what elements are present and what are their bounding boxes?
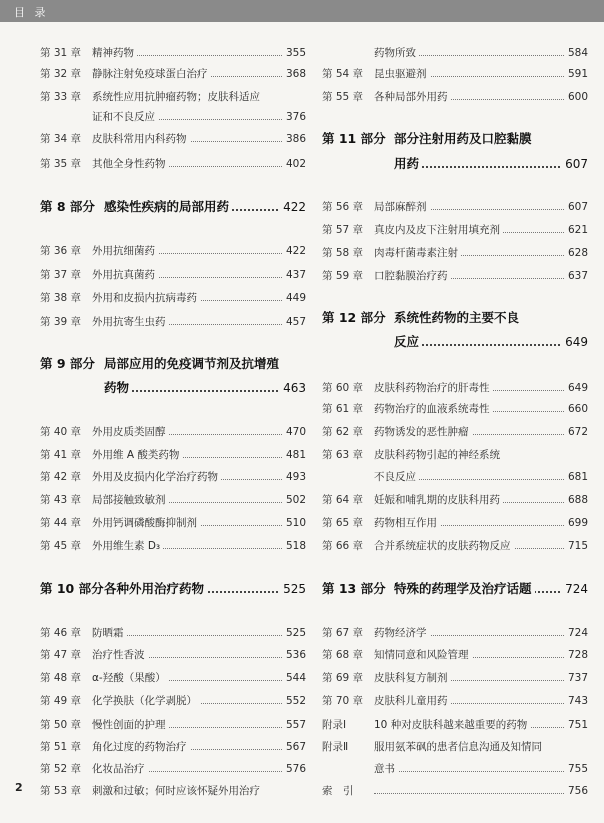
chapter-title: 皮肤科药物治疗的肝毒性 [374, 379, 493, 397]
chapter-title: 药物诱发的恶性肿瘤 [374, 423, 472, 441]
toc-entry[interactable] [40, 491, 306, 509]
chapter-page-number: 518 [283, 537, 306, 555]
toc-entry[interactable] [40, 242, 306, 260]
part-title: 用药 [394, 153, 422, 175]
part-heading[interactable] [322, 307, 588, 329]
chapter-page-number: 502 [283, 491, 306, 509]
chapter-title: 化妆品治疗 [92, 760, 148, 778]
chapter-number: 第 57 章 [322, 224, 364, 236]
chapter-number: 第 35 章 [40, 158, 82, 170]
chapter-number: 第 54 章 [322, 68, 364, 80]
chapter-title: 妊娠和哺乳期的皮肤科用药 [374, 491, 503, 509]
toc-entry[interactable] [322, 88, 588, 106]
chapter-title: 外用维生素 D₃ [92, 537, 163, 555]
chapter-title: 昆虫驱避剂 [374, 65, 430, 83]
chapter-number: 第 66 章 [322, 540, 364, 552]
chapter-page-number: 576 [283, 760, 306, 778]
chapter-number: 第 46 章 [40, 627, 82, 639]
part-heading[interactable] [322, 128, 588, 150]
chapter-number: 第 70 章 [322, 695, 364, 707]
chapter-number: 第 41 章 [40, 449, 82, 461]
chapter-number: 第 59 章 [322, 270, 364, 282]
toc-entry[interactable] [40, 514, 306, 532]
chapter-page-number: 584 [565, 44, 588, 62]
leader-dots [374, 793, 588, 794]
chapter-title: 皮肤科复方制剂 [374, 669, 451, 687]
part-heading[interactable] [40, 578, 306, 600]
chapter-title: 系统性应用抗肿瘤药物；皮肤科适应 [92, 88, 263, 106]
chapter-number: 第 49 章 [40, 695, 82, 707]
chapter-page-number: 552 [283, 692, 306, 710]
toc-entry[interactable] [322, 244, 588, 262]
chapter-number: 第 63 章 [322, 449, 364, 461]
chapter-number: 索 引 [322, 785, 354, 797]
part-heading[interactable] [322, 153, 588, 175]
part-title: 部分注射用药及口腔黏膜 [394, 128, 535, 150]
chapter-title: 外用抗寄生虫药 [92, 313, 169, 331]
chapter-page-number: 493 [283, 468, 306, 486]
chapter-title: 皮肤科药物引起的神经系统 [374, 446, 503, 464]
chapter-title: 真皮内及皮下注射用填充剂 [374, 221, 503, 239]
chapter-title: 意书 [374, 760, 398, 778]
toc-entry[interactable] [40, 669, 306, 687]
toc-entry[interactable] [40, 782, 306, 800]
chapter-page-number: 649 [565, 379, 588, 397]
chapter-page-number: 544 [283, 669, 306, 687]
chapter-title: 外用抗细菌药 [92, 242, 158, 260]
part-heading[interactable] [322, 331, 588, 353]
toc-entry[interactable] [322, 716, 588, 734]
part-number: 第 12 部分 [322, 310, 386, 325]
part-title: 系统性药物的主要不良 [394, 307, 522, 329]
page-number: 2 [15, 781, 23, 794]
toc-entry[interactable] [40, 313, 306, 331]
chapter-title: 外用钙调磷酸酶抑制剂 [92, 514, 200, 532]
chapter-page-number: 437 [283, 266, 306, 284]
part-title: 特殊的药理学及治疗话题 [394, 578, 535, 600]
chapter-page-number: 470 [283, 423, 306, 441]
chapter-title: 药物所致 [374, 44, 419, 62]
toc-entry[interactable] [322, 491, 588, 509]
part-page-number: 724 [561, 578, 588, 600]
toc-entry[interactable] [40, 692, 306, 710]
chapter-title: 外用维 A 酸类药物 [92, 446, 182, 464]
chapter-page-number: 607 [565, 198, 588, 216]
toc-entry[interactable] [322, 379, 588, 397]
toc-entry[interactable] [322, 782, 588, 800]
part-page-number: 422 [279, 196, 306, 218]
chapter-page-number: 457 [283, 313, 306, 331]
chapter-number: 第 37 章 [40, 269, 82, 281]
toc-entry[interactable] [322, 198, 588, 216]
chapter-title: 局部接触致敏剂 [92, 491, 169, 509]
toc-entry[interactable] [322, 514, 588, 532]
chapter-title: 局部麻醉剂 [374, 198, 430, 216]
part-page-number: 463 [279, 377, 306, 399]
chapter-number: 第 55 章 [322, 91, 364, 103]
toc-entry[interactable] [322, 267, 588, 285]
chapter-number: 第 58 章 [322, 247, 364, 259]
chapter-page-number: 481 [283, 446, 306, 464]
toc-entry[interactable] [322, 669, 588, 687]
toc-entry[interactable] [40, 624, 306, 642]
chapter-page-number: 672 [565, 423, 588, 441]
toc-entry-continuation[interactable] [40, 108, 306, 126]
toc-entry[interactable] [322, 646, 588, 664]
chapter-page-number: 755 [565, 760, 588, 778]
toc-entry-continuation[interactable] [322, 760, 588, 778]
part-heading[interactable] [322, 578, 588, 600]
toc-entry[interactable] [322, 221, 588, 239]
chapter-number: 第 68 章 [322, 649, 364, 661]
chapter-page-number: 724 [565, 624, 588, 642]
chapter-number: 第 33 章 [40, 91, 82, 103]
toc-entry[interactable] [40, 646, 306, 664]
leader-dots [394, 344, 588, 346]
chapter-number: 第 44 章 [40, 517, 82, 529]
header-bar [0, 0, 604, 22]
chapter-title: 知情同意和风险管理 [374, 646, 472, 664]
chapter-number: 第 56 章 [322, 201, 364, 213]
toc-entry[interactable] [322, 692, 588, 710]
chapter-title: 合并系统症状的皮肤药物反应 [374, 537, 514, 555]
chapter-title: 药物经济学 [374, 624, 430, 642]
toc-entry[interactable] [40, 760, 306, 778]
toc-entry[interactable] [40, 88, 306, 106]
chapter-number: 第 38 章 [40, 292, 82, 304]
chapter-title: 皮肤科常用内科药物 [92, 130, 190, 148]
part-number: 第 8 部分 [40, 199, 95, 214]
chapter-title: 防晒霜 [92, 624, 127, 642]
chapter-title: 服用氨苯砜的患者信息沟通及知情同 [374, 738, 545, 756]
part-number: 第 13 部分 [322, 581, 386, 596]
part-title: 药物 [104, 377, 132, 399]
chapter-page-number: 591 [565, 65, 588, 83]
chapter-page-number: 681 [565, 468, 588, 486]
chapter-page-number: 751 [565, 716, 588, 734]
chapter-number: 第 36 章 [40, 245, 82, 257]
chapter-title: 刺激和过敏；何时应该怀疑外用治疗 [92, 782, 263, 800]
toc-entry-continuation[interactable] [322, 44, 588, 62]
chapter-page-number: 449 [283, 289, 306, 307]
toc-entry[interactable] [40, 716, 306, 734]
chapter-number: 第 47 章 [40, 649, 82, 661]
chapter-title: 口腔黏膜治疗药 [374, 267, 451, 285]
chapter-title: 不良反应 [374, 468, 419, 486]
chapter-number: 第 48 章 [40, 672, 82, 684]
part-number: 第 10 部分 [40, 581, 104, 596]
part-number: 第 9 部分 [40, 356, 95, 371]
chapter-title: 药物相互作用 [374, 514, 440, 532]
toc-entry-continuation[interactable] [322, 468, 588, 486]
chapter-page-number: 376 [283, 108, 306, 126]
chapter-title: 化学换肤（化学剥脱） [92, 692, 200, 710]
chapter-title: 慢性创面的护理 [92, 716, 169, 734]
toc-entry[interactable] [40, 289, 306, 307]
chapter-title: 肉毒杆菌毒素注射 [374, 244, 461, 262]
toc-entry[interactable] [322, 446, 588, 464]
chapter-title: 证和不良反应 [92, 108, 158, 126]
chapter-number: 第 62 章 [322, 426, 364, 438]
chapter-number: 第 64 章 [322, 494, 364, 506]
leader-dots [374, 771, 588, 772]
toc-entry[interactable] [40, 65, 306, 83]
chapter-number: 第 67 章 [322, 627, 364, 639]
chapter-page-number: 737 [565, 669, 588, 687]
toc-entry[interactable] [40, 130, 306, 148]
chapter-page-number: 536 [283, 646, 306, 664]
part-number: 第 11 部分 [322, 131, 386, 146]
chapter-page-number: 600 [565, 88, 588, 106]
chapter-page-number: 567 [283, 738, 306, 756]
chapter-title: 治疗性香波 [92, 646, 148, 664]
chapter-title: 皮肤科儿童用药 [374, 692, 451, 710]
chapter-title: 精神药物 [92, 44, 137, 62]
part-page-number: 649 [561, 331, 588, 353]
chapter-page-number: 621 [565, 221, 588, 239]
chapter-number: 第 65 章 [322, 517, 364, 529]
chapter-number: 第 52 章 [40, 763, 82, 775]
chapter-title: 其他全身性药物 [92, 155, 169, 173]
toc-entry[interactable] [322, 65, 588, 83]
chapter-title: 10 种对皮肤科越来越重要的药物 [374, 716, 530, 734]
chapter-page-number: 715 [565, 537, 588, 555]
chapter-page-number: 728 [565, 646, 588, 664]
chapter-page-number: 525 [283, 624, 306, 642]
chapter-number: 第 43 章 [40, 494, 82, 506]
chapter-number: 第 61 章 [322, 403, 364, 415]
chapter-number: 第 42 章 [40, 471, 82, 483]
chapter-number: 第 45 章 [40, 540, 82, 552]
part-title: 感染性疾病的局部用药 [104, 196, 232, 218]
toc-entry[interactable] [40, 446, 306, 464]
chapter-page-number: 402 [283, 155, 306, 173]
toc-entry[interactable] [40, 537, 306, 555]
part-title: 反应 [394, 331, 422, 353]
chapter-number: 第 53 章 [40, 785, 82, 797]
toc-entry[interactable] [40, 423, 306, 441]
chapter-number: 第 39 章 [40, 316, 82, 328]
part-title: 局部应用的免疫调节剂及抗增殖 [104, 353, 282, 375]
chapter-title: α-羟酸（果酸） [92, 669, 169, 687]
chapter-title: 外用及皮损内化学治疗药物 [92, 468, 221, 486]
chapter-number: 第 60 章 [322, 382, 364, 394]
toc-entry[interactable] [322, 624, 588, 642]
toc-entry[interactable] [322, 537, 588, 555]
chapter-title: 药物治疗的血液系统毒性 [374, 400, 493, 418]
toc-entry[interactable] [40, 44, 306, 62]
chapter-title: 外用抗真菌药 [92, 266, 158, 284]
chapter-number: 第 40 章 [40, 426, 82, 438]
chapter-page-number: 699 [565, 514, 588, 532]
chapter-page-number: 637 [565, 267, 588, 285]
chapter-number: 第 51 章 [40, 741, 82, 753]
chapter-page-number: 386 [283, 130, 306, 148]
toc-entry[interactable] [322, 423, 588, 441]
chapter-page-number: 510 [283, 514, 306, 532]
toc-entry[interactable] [40, 738, 306, 756]
chapter-number: 第 34 章 [40, 133, 82, 145]
chapter-number: 第 32 章 [40, 68, 82, 80]
part-page-number: 607 [561, 153, 588, 175]
toc-entry[interactable] [40, 155, 306, 173]
chapter-number: 第 50 章 [40, 719, 82, 731]
chapter-number: 附录Ⅱ [322, 741, 349, 753]
chapter-title: 外用和皮损内抗病毒药 [92, 289, 200, 307]
chapter-page-number: 688 [565, 491, 588, 509]
part-page-number: 525 [279, 578, 306, 600]
chapter-title: 各种局部外用药 [374, 88, 451, 106]
chapter-page-number: 368 [283, 65, 306, 83]
leader-dots [104, 390, 306, 392]
part-heading[interactable] [40, 377, 306, 399]
chapter-number: 第 69 章 [322, 672, 364, 684]
chapter-number: 附录Ⅰ [322, 719, 347, 731]
chapter-title: 角化过度的药物治疗 [92, 738, 190, 756]
toc-entry[interactable] [40, 468, 306, 486]
part-title: 各种外用治疗药物 [104, 578, 207, 600]
chapter-number: 第 31 章 [40, 47, 82, 59]
chapter-page-number: 355 [283, 44, 306, 62]
toc-entry[interactable] [322, 400, 588, 418]
chapter-title: 静脉注射免疫球蛋白治疗 [92, 65, 211, 83]
chapter-title: 外用皮质类固醇 [92, 423, 169, 441]
chapter-page-number: 756 [565, 782, 588, 800]
toc-entry[interactable] [40, 266, 306, 284]
part-heading[interactable] [40, 196, 306, 218]
toc-entry[interactable] [322, 738, 588, 756]
part-heading[interactable] [40, 353, 306, 375]
chapter-page-number: 628 [565, 244, 588, 262]
header-title: 目 录 [14, 6, 49, 19]
chapter-page-number: 743 [565, 692, 588, 710]
chapter-page-number: 422 [283, 242, 306, 260]
leader-dots [394, 166, 588, 168]
chapter-page-number: 660 [565, 400, 588, 418]
chapter-page-number: 557 [283, 716, 306, 734]
